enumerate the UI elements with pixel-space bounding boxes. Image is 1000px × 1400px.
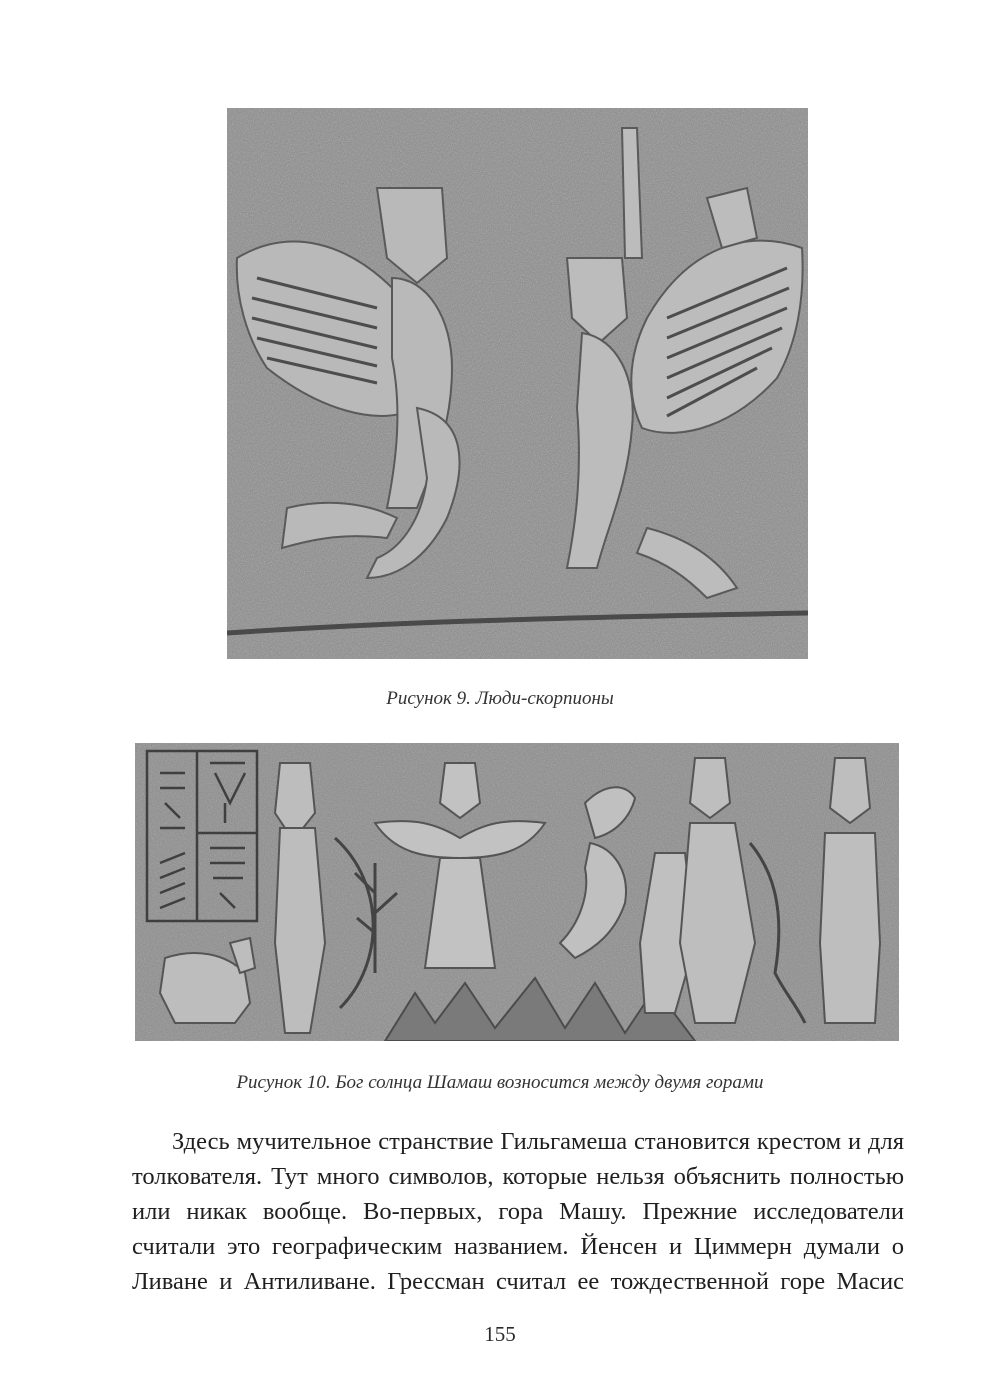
cylinder-seal-shamash-illustration (135, 743, 899, 1041)
body-line: считали это географическим названием. Йенсен и Циммерн думали о (132, 1233, 904, 1260)
figure-9-image (227, 108, 808, 659)
figure-10-caption: Рисунок 10. Бог солнца Шамаш возносится между двумя горами (236, 1072, 764, 1093)
body-line: или никак вообще. Во-первых, гора Машу. Прежние исследователи (132, 1198, 904, 1225)
body-line: толкователя. Тут много символов, которые нельзя объяснить полностью (132, 1163, 904, 1190)
body-line: Ливане и Антиливане. Грессман считал ее тождественной горе Масис (132, 1268, 904, 1295)
figure-10-image (135, 743, 899, 1041)
figure-9-caption: Рисунок 9. Люди-скорпионы (386, 688, 614, 709)
body-line: Здесь мучительное странствие Гильгамеша становится крестом и для (172, 1128, 904, 1155)
scorpion-men-relief-illustration (227, 108, 808, 659)
page-number: 155 (484, 1322, 516, 1346)
body-paragraph (132, 1124, 904, 1299)
